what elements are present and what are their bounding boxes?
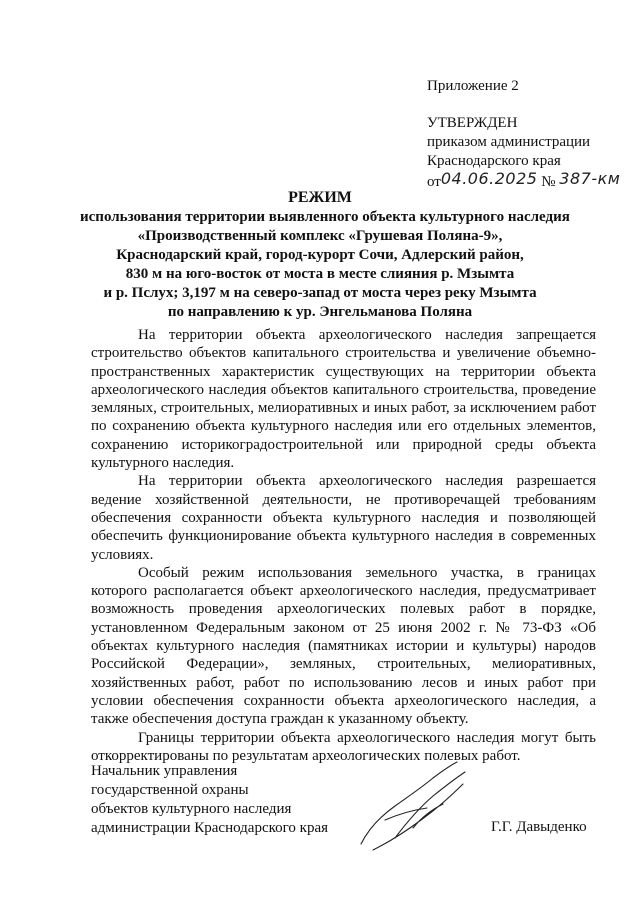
title-line: использования территории выявленного объекта культурного наследия <box>80 209 570 225</box>
appendix-label: Приложение 2 <box>427 78 519 94</box>
title-line: и р. Пслух; 3,197 м на северо-запад от моста через реку Мзымта <box>103 285 537 301</box>
document-body <box>91 326 596 765</box>
signatory-position <box>91 762 328 838</box>
body-paragraph: На территории объекта археологического наследия разрешается ведение хозяйственной деятельности, не противоречащей требованиям обеспечения сохранности объекта культурного наследия и позволяющей обеспечить функционирование объекта культурного наследия в современных условиях. <box>91 473 596 563</box>
approved-heading: УТВЕРЖДЕН <box>427 115 518 131</box>
title-line: Краснодарский край, город-курорт Сочи, Адлерский район, <box>116 247 524 263</box>
title-line: «Производственный комплекс «Грушевая Поляна-9», <box>137 228 503 244</box>
position-line: государственной охраны <box>91 782 249 798</box>
document-title: РЕЖИМ <box>288 189 352 206</box>
title-line: 830 м на юго-восток от моста в месте слияния р. Мзымта <box>125 266 515 282</box>
position-line: объектов культурного наследия <box>91 801 292 817</box>
approval-block <box>427 114 620 192</box>
title-line: по направлению к ур. Энгельманова Поляна <box>167 304 473 320</box>
handwritten-signature <box>355 758 475 858</box>
date-prefix: от <box>427 174 441 190</box>
body-paragraph: Особый режим использования земельного участка, в границах которого располагается объект археологического наследия, предусматривает возможность проведения археологических полевых работ в порядке, установленном Федеральным законом от 25 июня 2002 г. № 73-ФЗ «Об объектах культурного наследия (памятниках истории и культуры) народов Российской Федерации», земляных, строительных, мелиоративных, хозяйственных работ, работ по использованию лесов и иных работ при условии обеспечения сохранности объекта археологического наследия, а также обеспечения доступа граждан к указанному объекту. <box>91 564 596 728</box>
signer-name: Г.Г. Давыденко <box>491 819 587 835</box>
body-paragraph: На территории объекта археологического наследия запрещается строительство объектов капитального строительства и увеличение объемно-пространственных характеристик существующих на территории объекта археологического наследия объектов капитального строительства, проведение земляных, строительных, мелиоративных и иных работ, за исключением работ по сохранению объекта культурного наследия или его отдельных элементов, сохранению историкоградостроительной или природной среды объекта культурного наследия. <box>91 327 596 472</box>
order-line-1: приказом администрации <box>427 134 591 150</box>
position-line: Начальник управления <box>91 763 238 779</box>
handwritten-number: 387-км <box>559 169 621 188</box>
body-paragraph: Границы территории объекта археологического наследия могут быть откорректированы по результатам археологических полевых работ. <box>91 729 596 764</box>
number-prefix: № <box>541 174 556 190</box>
position-line: администрации Краснодарского края <box>91 820 329 836</box>
document-title-block <box>80 188 570 322</box>
handwritten-date: 04.06.2025 <box>440 169 538 188</box>
order-line-2: Краснодарского края <box>427 153 561 169</box>
